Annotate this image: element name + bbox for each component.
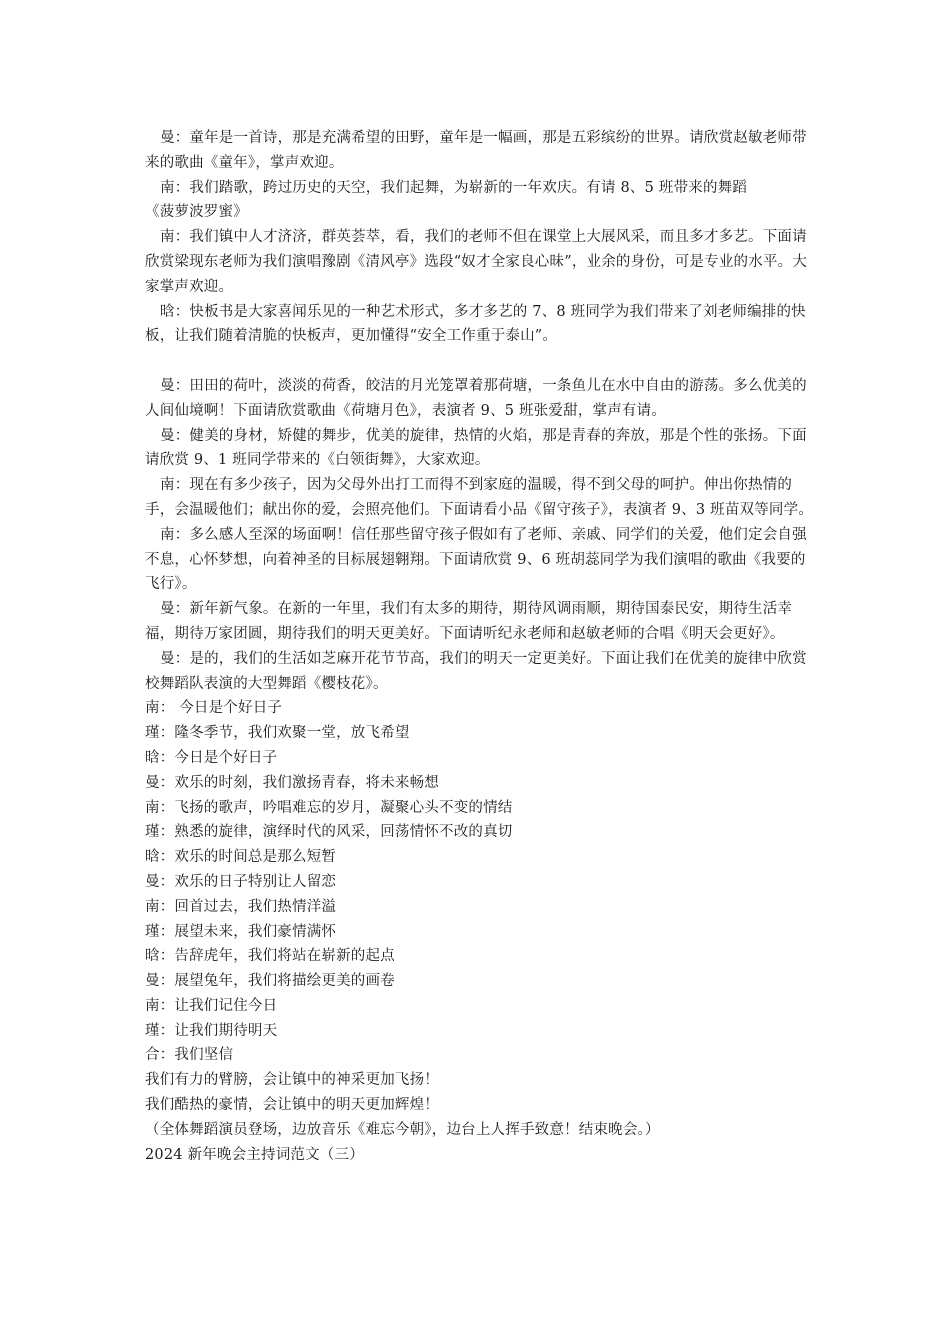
paragraph: 南：我们踏歌，跨过历史的天空，我们起舞，为崭新的一年欢庆。有请 8、5 班带来的舞蹈 <box>160 179 748 196</box>
paragraph: 晗：快板书是大家喜闻乐见的一种艺术形式，多才多艺的 7、8 班同学为我们带来了刘老师编排的快板，让我们随着清脆的快板声，更加懂得“安全工作重于泰山”。 <box>145 303 806 345</box>
paragraph: 曼：新年新气象。在新的一年里，我们有太多的期待，期待风调雨顺，期待国泰民安，期待生活幸福，期待万家团圆，期待我们的明天更美好。下面请听纪永老师和赵敏老师的合唱《明天会更好》。 <box>145 601 793 642</box>
paragraph: 南：多么感人至深的场面啊！信任那些留守孩子假如有了老师、亲戚、同学们的关爱，他们定会自强不息，心怀梦想，向着神圣的目标展翅翱翔。下面请欣赏 9、6 班胡蕊同学为我们演唱的歌曲《我要的飞行》。 <box>145 526 807 593</box>
dialogue-line: 瑾：让我们期待明天 <box>145 1022 278 1039</box>
dialogue-line: 曼：欢乐的日子特别让人留恋 <box>145 873 337 890</box>
paragraph: 曼：健美的身材，矫健的舞步，优美的旋律，热情的火焰，那是青春的奔放，那是个性的张扬。下面请欣赏 9、1 班同学带来的《白领街舞》，大家欢迎。 <box>145 427 807 469</box>
dialogue-line: 晗：欢乐的时间总是那么短暂 <box>145 849 337 866</box>
dialogue-line: 瑾：熟悉的旋律，演绎时代的风采，回荡情怀不改的真切 <box>145 824 513 841</box>
document-body <box>145 126 815 1167</box>
dialogue-line: 南：回首过去，我们热情洋溢 <box>145 898 337 915</box>
section-title: 2024 新年晚会主持词范文（三） <box>145 1146 364 1163</box>
blank-line <box>145 349 815 374</box>
dialogue-line: 瑾：隆冬季节，我们欢聚一堂，放飞希望 <box>145 725 410 742</box>
dialogue-line: 合：我们坚信 <box>145 1047 234 1064</box>
dialogue-line: 瑾：展望未来，我们豪情满怀 <box>145 923 337 940</box>
dialogue-line: 晗：告辞虎年，我们将站在崭新的起点 <box>145 948 395 965</box>
dialogue-line: 我们有力的臂膀，会让镇中的神采更加飞扬！ <box>145 1072 439 1089</box>
dialogue-line: 南：让我们记住今日 <box>145 997 278 1014</box>
dialogue-line: 曼：欢乐的时刻，我们激扬青春，将未来畅想 <box>145 774 439 791</box>
dialogue-line: 我们酷热的豪情，会让镇中的明天更加辉煌！ <box>145 1097 439 1114</box>
paragraph: 南：我们镇中人才济济，群英荟萃，看，我们的老师不但在课堂上大展风采，而且多才多艺。下面请欣赏梁现东老师为我们演唱豫剧《清风亭》选段“奴才全家良心昧”，业余的身份，可是专业的水平。大家掌声欢迎。 <box>145 229 808 295</box>
paragraph: 曼：是的，我们的生活如芝麻开花节节高，我们的明天一定更美好。下面让我们在优美的旋律中欣赏校舞蹈队表演的大型舞蹈《樱枝花》。 <box>145 650 807 692</box>
paragraph: 曼：童年是一首诗，那是充满希望的田野，童年是一幅画，那是五彩缤纷的世界。请欣赏赵敏老师带来的歌曲《童年》，掌声欢迎。 <box>145 130 807 171</box>
paragraph: 《菠萝波罗蜜》 <box>145 204 248 221</box>
stage-direction: （全体舞蹈演员登场，边放音乐《难忘今朝》，边台上人挥手致意！结束晚会。） <box>145 1121 660 1138</box>
dialogue-line: 晗：今日是个好日子 <box>145 749 278 766</box>
dialogue-line: 南：飞扬的歌声，吟唱难忘的岁月，凝聚心头不变的情结 <box>145 799 513 816</box>
paragraph: 南：现在有多少孩子，因为父母外出打工而得不到家庭的温暖，得不到父母的呵护。伸出你热情的手，会温暖他们；献出你的爱，会照亮他们。下面请看小品《留守孩子》，表演者 9、3 班苗双等同学。 <box>145 477 814 518</box>
dialogue-line: 曼：展望兔年，我们将描绘更美的画卷 <box>145 973 395 990</box>
dialogue-line: 南： 今日是个好日子 <box>145 700 283 717</box>
paragraph: 曼：田田的荷叶，淡淡的荷香，皎洁的月光笼罩着那荷塘，一条鱼儿在水中自由的游荡。多么优美的人间仙境啊！下面请欣赏歌曲《荷塘月色》，表演者 9、5 班张爱甜，掌声有请。 <box>145 377 807 419</box>
